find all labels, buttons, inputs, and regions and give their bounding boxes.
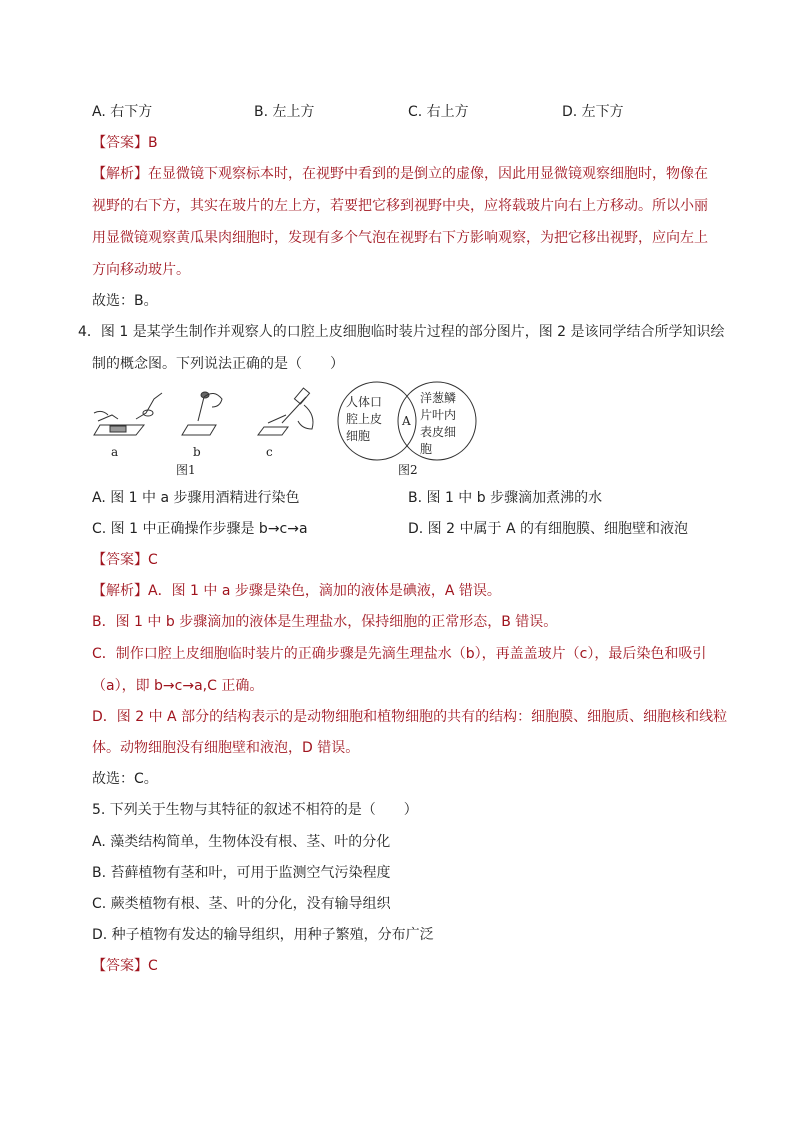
venn-left-line: 细胞 [346, 429, 371, 443]
figure-1-label-b: b [193, 445, 201, 459]
q4-analysis-line-2: B．图 1 中 b 步骤滴加的液体是生理盐水，保持细胞的正常形态，B 错误。 [92, 614, 558, 630]
q5-option-b: B. 苔藓植物有茎和叶，可用于监测空气污染程度 [92, 865, 391, 881]
q4-analysis-line-5: D．图 2 中 A 部分的结构表示的是动物细胞和植物细胞的共有的结构：细胞膜、细胞质、细胞核和线粒 [92, 709, 728, 725]
coverslip-drawing [258, 388, 313, 435]
q3-conclusion: 故选：B。 [92, 293, 158, 309]
venn-right-line: 洋葱鳞 [420, 391, 457, 405]
q4-option-b: B. 图 1 中 b 步骤滴加煮沸的水 [408, 490, 603, 506]
q4-stem-line-1: 4．图 1 是某学生制作并观察人的口腔上皮细胞临时装片过程的部分图片，图 2 是该同学结合所学知识绘 [78, 324, 725, 340]
answer-tag: 【答案】 [92, 958, 148, 974]
q3-option-a: A. 右下方 [92, 104, 153, 120]
q5-option-d: D. 种子植物有发达的输导组织，用种子繁殖，分布广泛 [92, 927, 434, 943]
q4-conclusion: 故选：C。 [92, 771, 158, 787]
figure-1-label-c: c [266, 445, 273, 459]
venn-center-label: A [402, 414, 411, 428]
q4-answer [92, 551, 158, 569]
figure-2-caption: 图2 [398, 463, 418, 477]
q4-analysis-line-3: C．制作口腔上皮细胞临时装片的正确步骤是先滴生理盐水（b），再盖盖玻片（c），最后染色和吸引 [92, 646, 707, 662]
q3-analysis-line-1 [92, 165, 708, 183]
venn-left-text [346, 394, 382, 445]
figure-1 [92, 385, 332, 475]
q4-analysis-line-6: 体。动物细胞没有细胞壁和液泡，D 错误。 [92, 740, 360, 756]
q5-stem: 5. 下列关于生物与其特征的叙述不相符的是（ ） [92, 802, 418, 818]
figure-1-label-a: a [111, 445, 119, 459]
q3-analysis-line-3: 用显微镜观察黄瓜果肉细胞时，发现有多个气泡在视野右下方影响观察，为把它移出视野，应向左上 [92, 230, 708, 246]
q5-answer [92, 957, 158, 975]
q4-option-d: D. 图 2 中属于 A 的有细胞膜、细胞壁和液泡 [408, 521, 688, 537]
q3-analysis-line-4: 方向移动玻片。 [92, 262, 190, 278]
venn-left-line: 腔上皮 [346, 412, 383, 426]
slide-staining-drawing [94, 393, 162, 435]
venn-right-line: 胞 [420, 442, 433, 456]
q3-answer [92, 134, 158, 152]
answer-value: B [148, 135, 158, 151]
q3-option-d: D. 左下方 [562, 104, 624, 120]
q4-option-c: C. 图 1 中正确操作步骤是 b→c→a [92, 521, 308, 537]
answer-tag: 【答案】 [92, 552, 148, 568]
figure-1-caption: 图1 [176, 463, 196, 477]
answer-value: C [148, 552, 158, 568]
analysis-tag: 【解析】 [92, 166, 148, 182]
q3-analysis-line-2: 视野的右下方，其实在玻片的左上方，若要把它移到视野中央，应将载玻片向右上方移动。所以小丽 [92, 198, 708, 214]
q3-option-b: B. 左上方 [254, 104, 315, 120]
venn-right-line: 表皮细 [420, 425, 457, 439]
q4-analysis-line-1 [92, 582, 501, 600]
venn-left-line: 人体口 [346, 395, 383, 409]
q3-option-c: C. 右上方 [408, 104, 469, 120]
q4-stem-line-2: 制的概念图。下列说法正确的是（ ） [92, 356, 344, 372]
analysis-tag: 【解析】 [92, 583, 148, 599]
answer-value: C [148, 958, 158, 974]
venn-right-text [420, 390, 456, 458]
q4-option-a: A. 图 1 中 a 步骤用酒精进行染色 [92, 490, 300, 506]
venn-right-line: 片叶内 [420, 408, 457, 422]
analysis-text: 在显微镜下观察标本时，在视野中看到的是倒立的虚像，因此用显微镜观察细胞时，物像在 [148, 166, 708, 182]
q4-analysis-line-4: （a），即 b→c→a,C 正确。 [92, 678, 264, 694]
answer-tag: 【答案】 [92, 135, 148, 151]
dropper-drawing [182, 392, 222, 435]
analysis-text: A．图 1 中 a 步骤是染色，滴加的液体是碘液，A 错误。 [148, 583, 501, 599]
q5-option-c: C. 蕨类植物有根、茎、叶的分化，没有输导组织 [92, 896, 391, 912]
q5-option-a: A. 藻类结构简单，生物体没有根、茎、叶的分化 [92, 834, 391, 850]
